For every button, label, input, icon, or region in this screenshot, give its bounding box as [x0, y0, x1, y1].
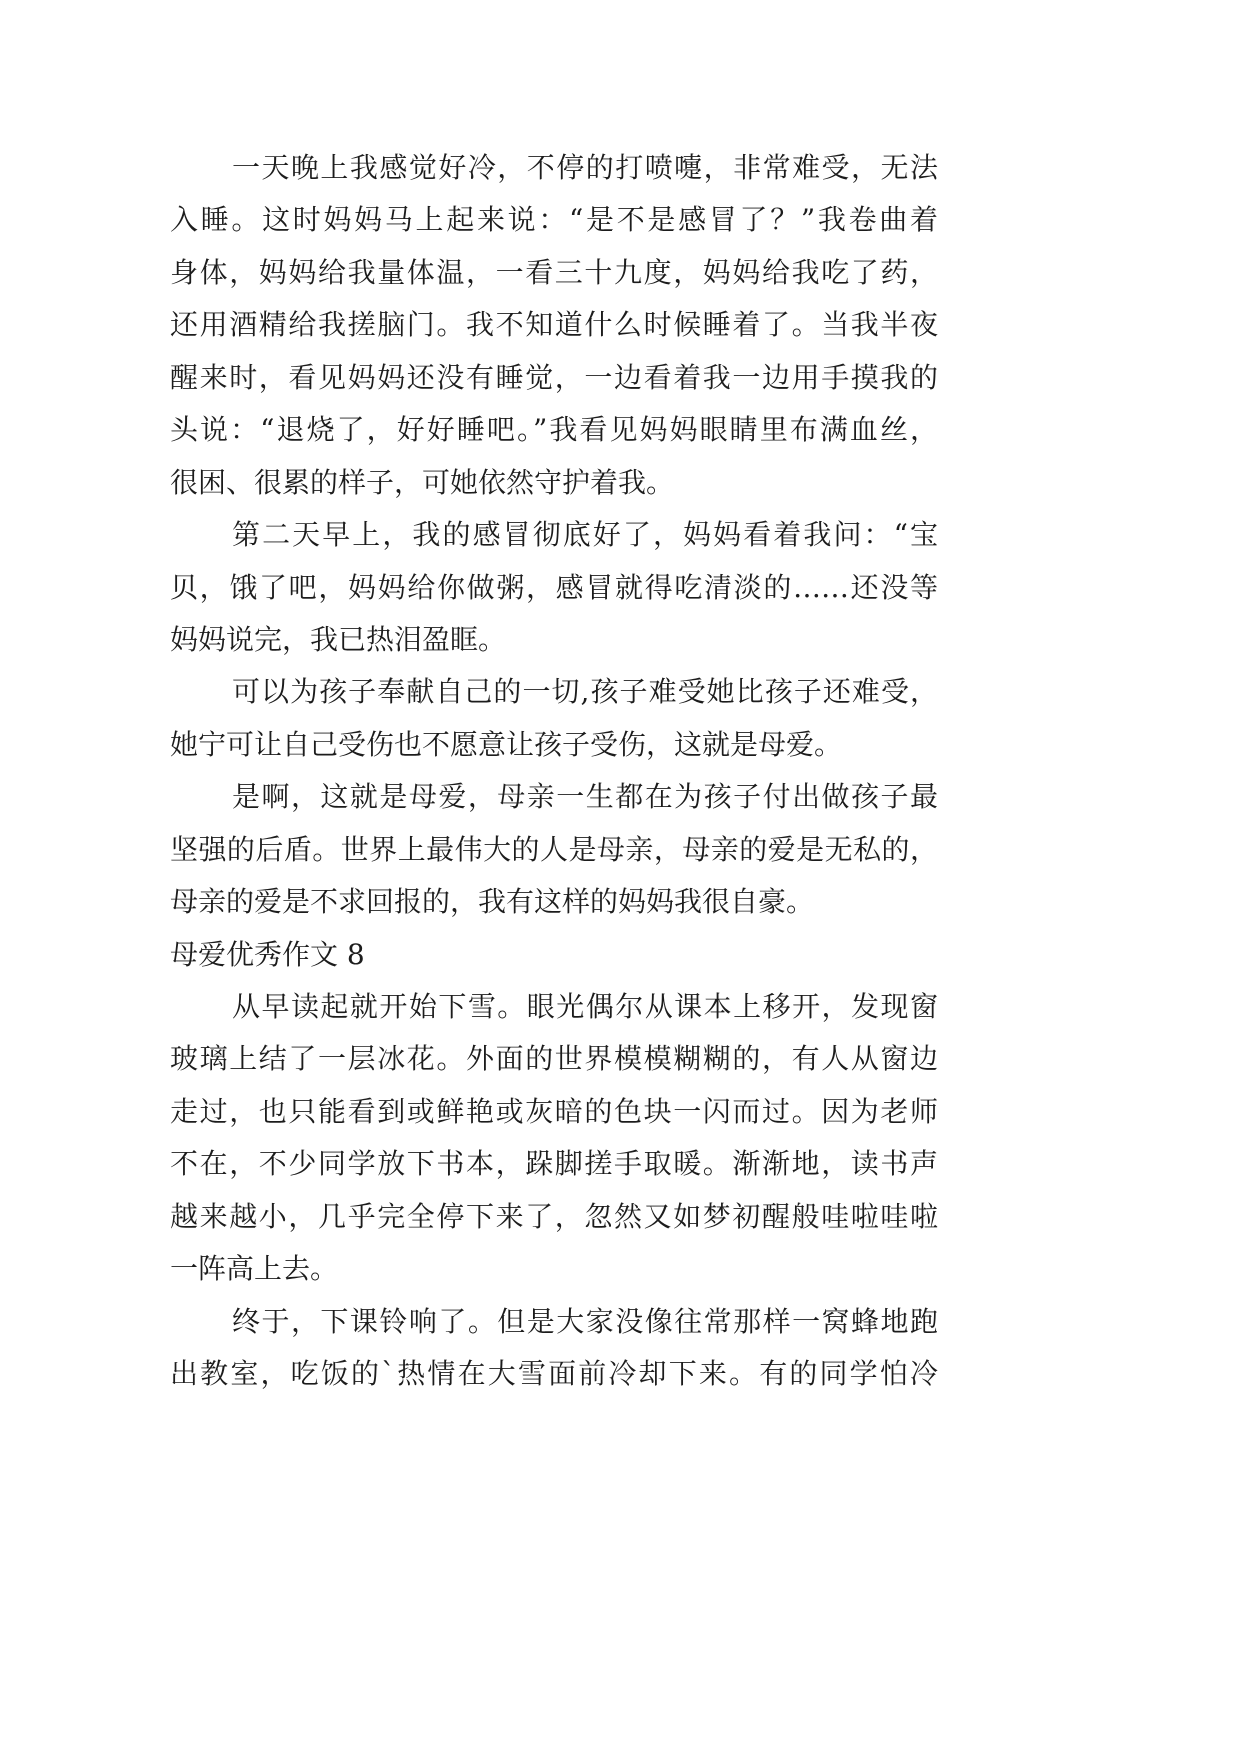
paragraph-line: 可以为孩子奉献自己的一切,孩子难受她比孩子还难受，: [232, 675, 938, 709]
paragraph: [170, 771, 938, 928]
paragraph-line: 终于，下课铃响了。但是大家没像往常那样一窝蜂地跑: [232, 1304, 938, 1338]
paragraph-line: 坚强的后盾。世界上最伟大的人是母亲，母亲的爱是无私的，: [170, 832, 938, 866]
section-heading: 母爱优秀作文 8: [170, 937, 365, 971]
paragraph-line: 头说：“退烧了，好好睡吧。”我看见妈妈眼睛里布满血丝，: [170, 413, 938, 447]
paragraph-line: 母亲的爱是不求回报的，我有这样的妈妈我很自豪。: [170, 885, 815, 919]
paragraph-line: 不在，不少同学放下书本，跺脚搓手取暖。渐渐地，读书声: [170, 1147, 938, 1181]
paragraph: [170, 666, 938, 771]
paragraph-line: 还用酒精给我搓脑门。我不知道什么时候睡着了。当我半夜: [170, 308, 938, 342]
paragraph-line: 玻璃上结了一层冰花。外面的世界模模糊糊的，有人从窗边: [170, 1042, 938, 1076]
paragraph: [170, 1296, 938, 1401]
paragraph: [170, 142, 938, 509]
paragraph-line: 一阵高上去。: [170, 1252, 339, 1286]
paragraph-line: 入睡。这时妈妈马上起来说：“是不是感冒了？”我卷曲着: [170, 203, 938, 237]
paragraph-line: 走过，也只能看到或鲜艳或灰暗的色块一闪而过。因为老师: [170, 1094, 938, 1128]
essay-body: [170, 142, 938, 1401]
paragraph-line: 第二天早上，我的感冒彻底好了，妈妈看着我问：“宝: [232, 518, 938, 552]
paragraph: [170, 509, 938, 666]
paragraph-line: 醒来时，看见妈妈还没有睡觉，一边看着我一边用手摸我的: [170, 360, 938, 394]
paragraph-line: 从早读起就开始下雪。眼光偶尔从课本上移开，发现窗: [232, 990, 938, 1023]
paragraph-line: 一天晚上我感觉好冷，不停的打喷嚏，非常难受，无法: [232, 151, 938, 184]
paragraph-line: 贝，饿了吧，妈妈给你做粥，感冒就得吃清淡的……还没等: [170, 570, 938, 604]
paragraph-line: 出教室，吃饭的`热情在大雪面前冷却下来。有的同学怕冷: [170, 1357, 938, 1391]
paragraph-line: 是啊，这就是母爱，母亲一生都在为孩子付出做孩子最: [232, 780, 938, 814]
paragraph-line: 身体，妈妈给我量体温，一看三十九度，妈妈给我吃了药，: [170, 255, 938, 289]
paragraph: [170, 981, 938, 1296]
paragraph-line: 她宁可让自己受伤也不愿意让孩子受伤，这就是母爱。: [170, 727, 843, 761]
paragraph-line: 妈妈说完，我已热泪盈眶。: [170, 622, 507, 656]
paragraph-line: 很困、很累的样子，可她依然守护着我。: [170, 465, 675, 499]
paragraph-line: 越来越小，几乎完全停下来了，忽然又如梦初醒般哇啦哇啦: [170, 1199, 938, 1233]
